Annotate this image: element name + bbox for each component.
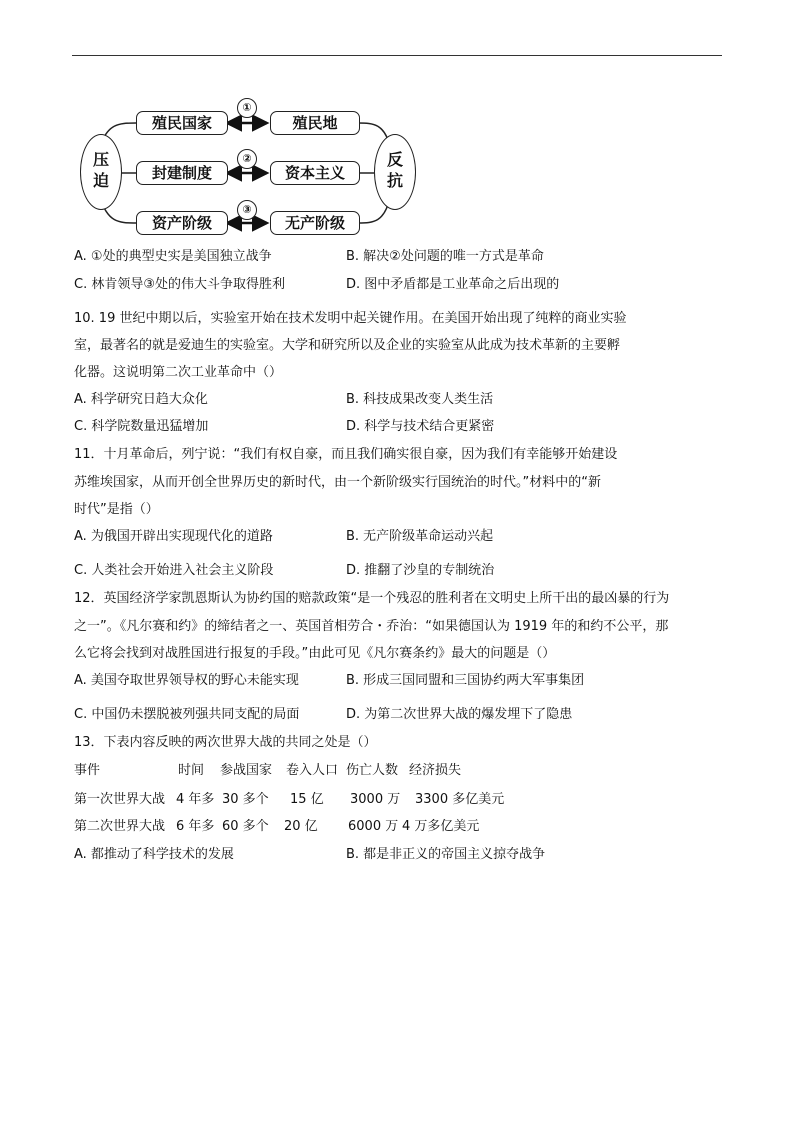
q10-stem-line-3: 化器。这说明第二次工业革命中（） — [74, 365, 283, 380]
q12-option-b: B. 形成三国同盟和三国协约两大军事集团 — [346, 673, 585, 688]
table-header-countries: 参战国家 — [220, 763, 273, 778]
q10-option-c: C. 科学院数量迅猛增加 — [74, 419, 209, 434]
q10-stem-line-2: 室，最著名的就是爱迪生的实验室。大学和研究所以及企业的实验室从此成为技术革新的主要孵 — [74, 338, 621, 353]
oval-resistance — [374, 134, 416, 210]
q9-option-b: B. 解决②处问题的唯一方式是革命 — [346, 249, 544, 264]
q12-stem-line-2: 之一”。《凡尔赛和约》的缔结者之一、英国首相劳合・乔治：“如果德国认为 1919 年的和约不公平，那 — [74, 619, 669, 634]
table-header-population: 卷入人口 — [286, 763, 339, 778]
q12-stem-line-1: 12．英国经济学家凯恩斯认为协约国的赔款政策“是一个残忍的胜利者在文明史上所干出的最凶暴的行为 — [74, 591, 670, 606]
table-cell-casualties: 3000 万 — [350, 792, 401, 807]
table-cell-countries: 30 多个 — [222, 792, 269, 807]
box-colonies: 殖民地 — [270, 111, 360, 135]
oval-oppression-label: 压迫 — [92, 150, 109, 190]
box-colonial-powers: 殖民国家 — [136, 111, 228, 135]
table-cell-economic-loss: 4 万多亿美元 — [402, 819, 480, 834]
q10-option-b: B. 科技成果改变人类生活 — [346, 392, 494, 407]
table-header-casualties: 伤亡人数 — [346, 763, 399, 778]
table-cell-countries: 60 多个 — [222, 819, 269, 834]
box-feudal-system: 封建制度 — [136, 161, 228, 185]
q9-option-d: D. 图中矛盾都是工业革命之后出现的 — [346, 277, 560, 292]
table-cell-duration: 4 年多 — [176, 792, 215, 807]
box-capitalism: 资本主义 — [270, 161, 360, 185]
q9-option-a: A. ①处的典型史实是美国独立战争 — [74, 249, 272, 264]
q13-option-b: B. 都是非正义的帝国主义掠夺战争 — [346, 847, 546, 862]
marker-2: ② — [237, 149, 257, 169]
oppression-resistance-diagram — [78, 94, 418, 244]
table-cell-event: 第二次世界大战 — [74, 819, 166, 834]
q11-option-d: D. 推翻了沙皇的专制统治 — [346, 563, 495, 578]
marker-1: ① — [237, 98, 257, 118]
q12-option-a: A. 美国夺取世界领导权的野心未能实现 — [74, 673, 299, 688]
q10-stem-line-1: 10. 19 世纪中期以后，实验室开始在技术发明中起关键作用。在美国开始出现了纯粹的商业实验 — [74, 311, 627, 326]
q9-option-c: C. 林肯领导③处的伟大斗争取得胜利 — [74, 277, 285, 292]
q10-option-d: D. 科学与技术结合更紧密 — [346, 419, 495, 434]
marker-3: ③ — [237, 200, 257, 220]
oval-resistance-label: 反抗 — [386, 150, 403, 190]
q11-option-b: B. 无产阶级革命运动兴起 — [346, 529, 494, 544]
table-cell-economic-loss: 3300 多亿美元 — [415, 792, 505, 807]
q13-stem: 13．下表内容反映的两次世界大战的共同之处是（） — [74, 735, 377, 750]
q12-stem-line-3: 么它将会找到对战胜国进行报复的手段。”由此可见《凡尔赛条约》最大的问题是（） — [74, 646, 556, 661]
q11-option-a: A. 为俄国开辟出实现现代化的道路 — [74, 529, 273, 544]
q12-option-c: C. 中国仍未摆脱被列强共同支配的局面 — [74, 707, 300, 722]
table-cell-event: 第一次世界大战 — [74, 792, 166, 807]
table-cell-duration: 6 年多 — [176, 819, 215, 834]
table-cell-population: 15 亿 — [290, 792, 324, 807]
q13-option-a: A. 都推动了科学技术的发展 — [74, 847, 234, 862]
table-cell-casualties: 6000 万 — [348, 819, 399, 834]
q11-stem-line-3: 时代”是指（） — [74, 502, 159, 517]
header-rule — [72, 55, 722, 56]
table-header-economic-loss: 经济损失 — [409, 763, 462, 778]
oval-oppression — [80, 134, 122, 210]
q11-stem-line-2: 苏维埃国家，从而开创全世界历史的新时代，由一个新阶级实行国统治的时代。”材料中的“新 — [74, 475, 601, 490]
box-bourgeoisie: 资产阶级 — [136, 211, 228, 235]
table-header-duration: 时间 — [178, 763, 205, 778]
q12-option-d: D. 为第二次世界大战的爆发埋下了隐患 — [346, 707, 573, 722]
q11-stem-line-1: 11．十月革命后，列宁说：“我们有权自豪，而且我们确实很自豪，因为我们有幸能够开始建设 — [74, 447, 618, 462]
box-proletariat: 无产阶级 — [270, 211, 360, 235]
q10-option-a: A. 科学研究日趋大众化 — [74, 392, 208, 407]
table-header-event: 事件 — [74, 763, 101, 778]
q11-option-c: C. 人类社会开始进入社会主义阶段 — [74, 563, 274, 578]
table-cell-population: 20 亿 — [284, 819, 318, 834]
